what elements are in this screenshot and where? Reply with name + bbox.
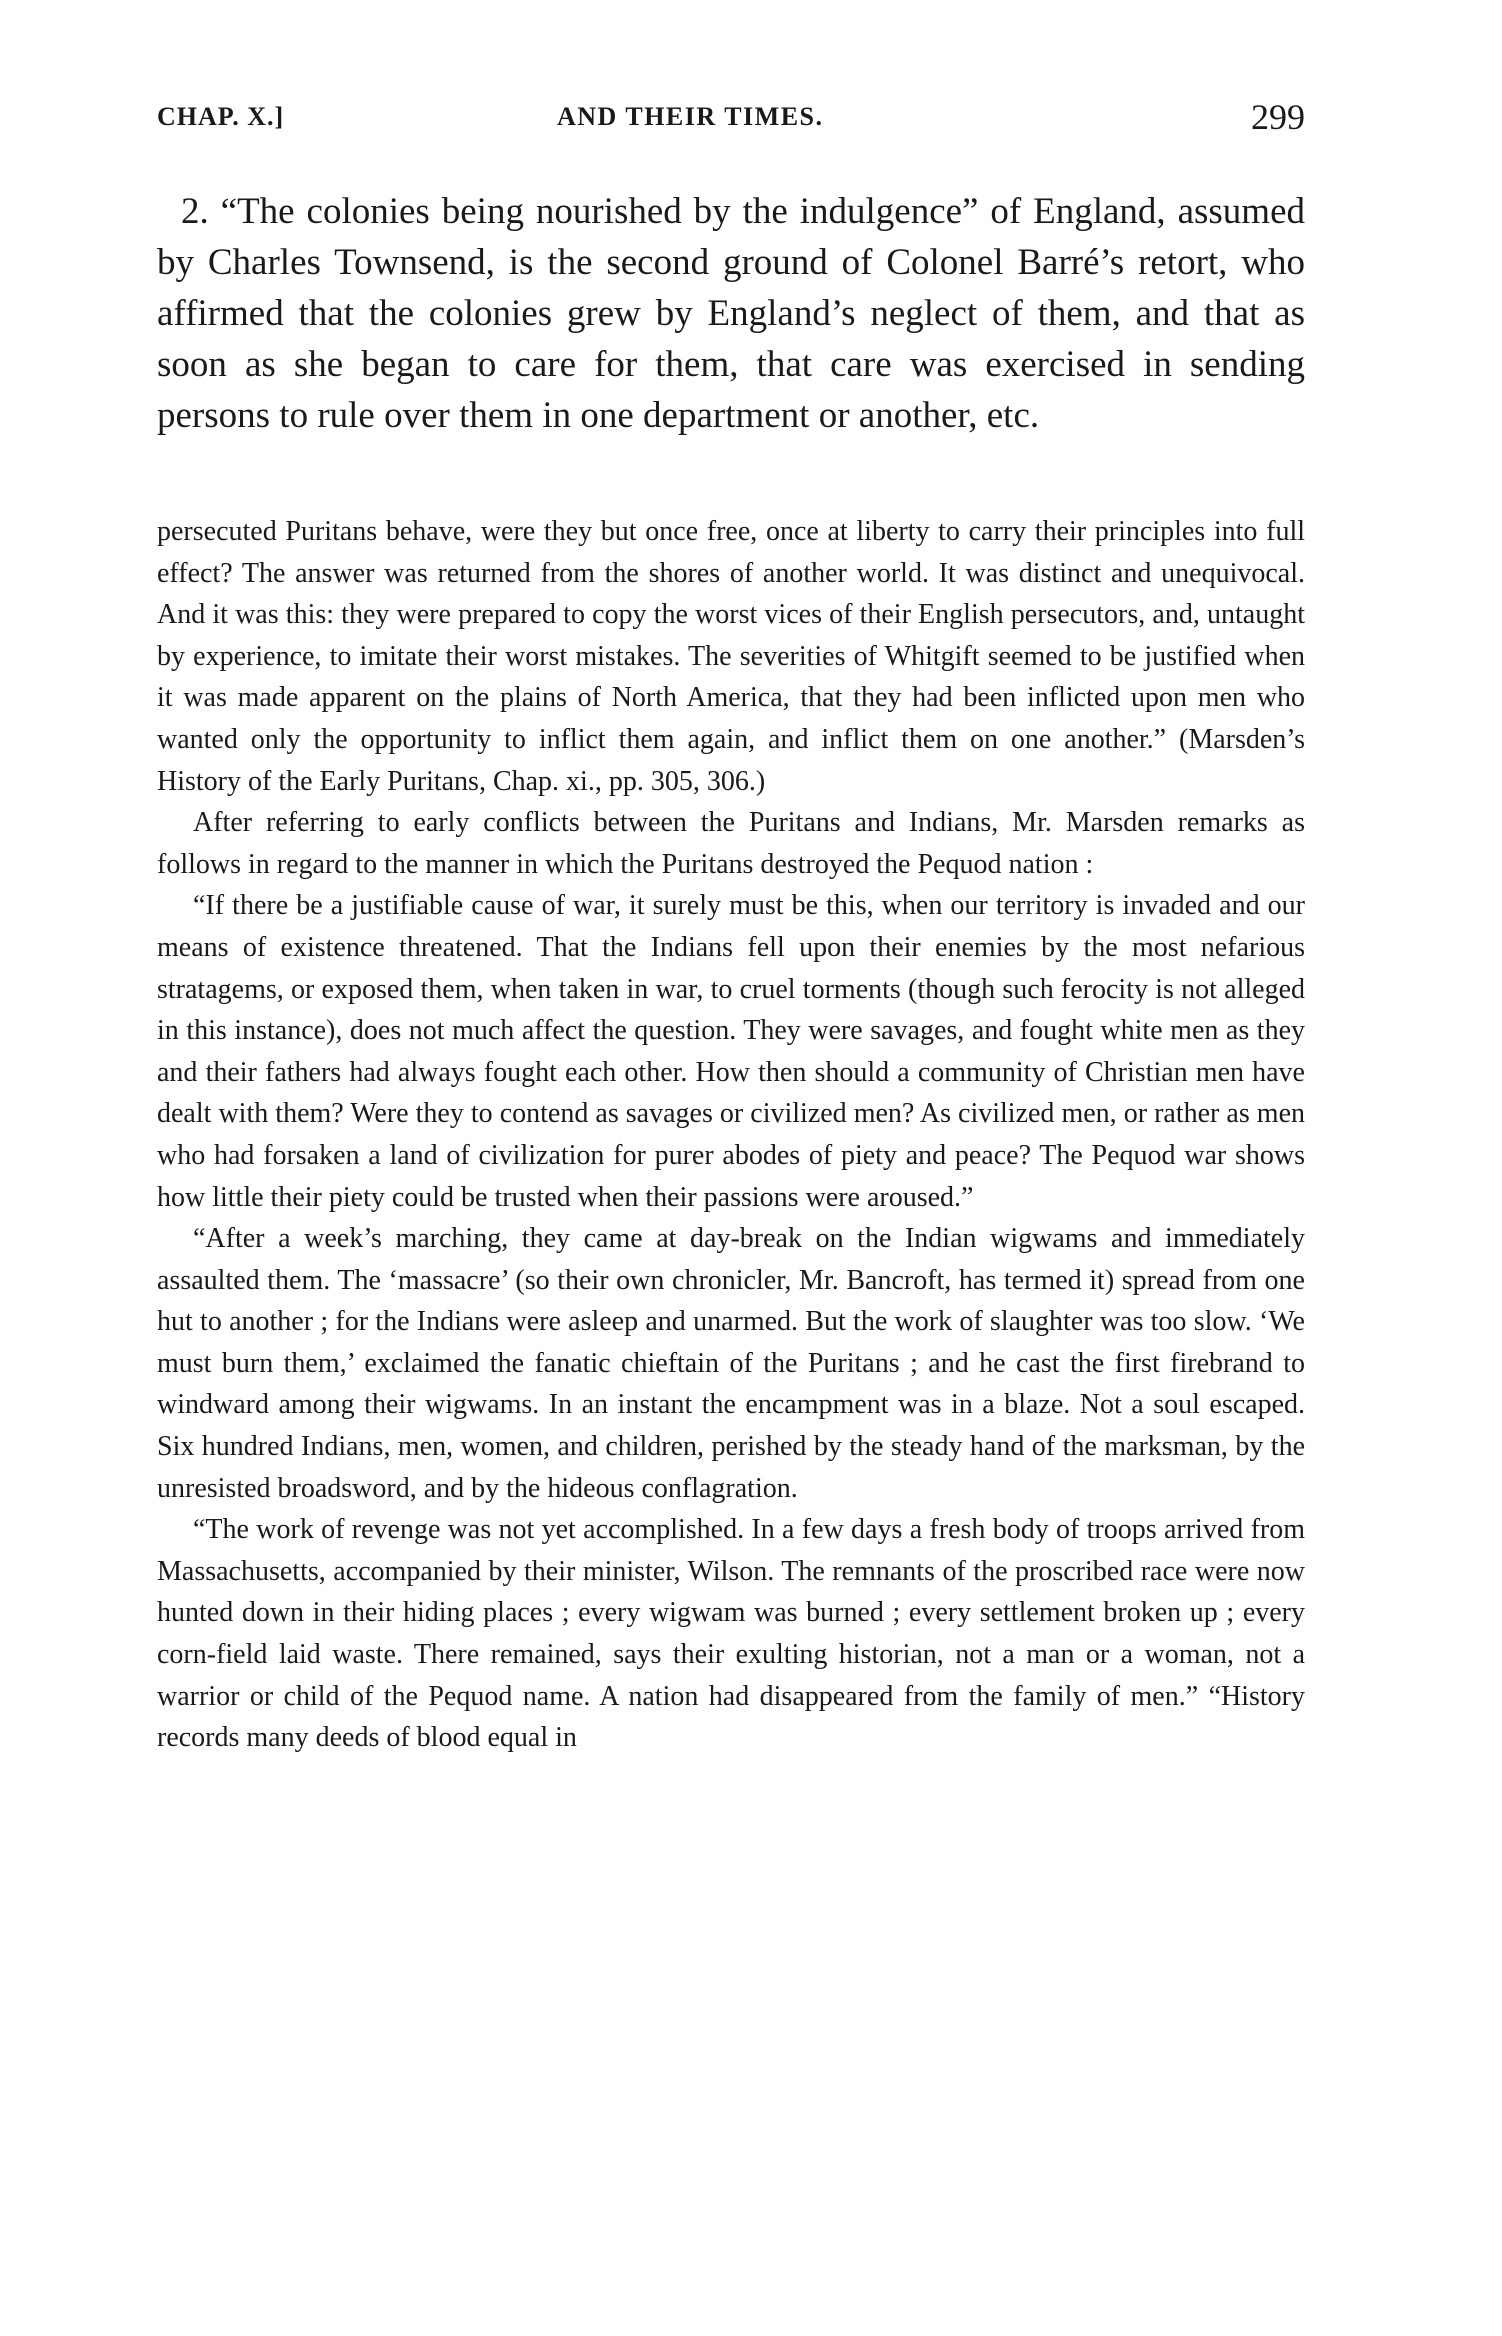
body-text	[157, 511, 1305, 1759]
book-page	[157, 96, 1305, 1759]
chapter-label: CHAP. X.]	[157, 102, 285, 131]
lead-note	[157, 186, 1305, 441]
body-paragraph-1: persecuted Puritans behave, were they but once free, once at liberty to carry their principles into full effect? The answer was returned from the shores of another world. It was distinct and unequivocal. And it was this: they were prepared to copy the worst vices of their English persecutors, and, untaught by experience, to imitate their worst mistakes. The severities of Whitgift seemed to be justified when it was made apparent on the plains of North America, that they had been inflicted upon men who wanted only the opportunity to inflict them again, and inflict them on one another.” (Marsden’s History of the Early Puritans, Chap. xi., pp. 305, 306.)	[157, 516, 1305, 797]
body-paragraph-5: “The work of revenge was not yet accomplished. In a few days a fresh body of troops arrived from Massachusetts, accompanied by their minister, Wilson. The remnants of the proscribed race were now hunted down in their hiding places ; every wigwam was burned ; every settlement broken up ; every corn-field laid waste. There remained, says their exulting historian, not a man or a woman, not a warrior or child of the Pequod name. A nation had disappeared from the family of men.” “History records many deeds of blood equal in	[157, 1514, 1305, 1754]
running-title: AND THEIR TIMES.	[557, 102, 824, 131]
running-header	[157, 96, 1305, 146]
lead-paragraph: 2. “The colonies being nourished by the indulgence” of England, assumed by Charles Townsend, is the second ground of Colonel Barré’s retort, who affirmed that the colonies grew by England’s neglect of them, and that as soon as she began to care for them, that care was exercised in sending persons to rule over them in one department or another, etc.	[157, 191, 1305, 436]
body-paragraph-4: “After a week’s marching, they came at day-break on the Indian wigwams and immediately assaulted them. The ‘massacre’ (so their own chronicler, Mr. Bancroft, has termed it) spread from one hut to another ; for the Indians were asleep and unarmed. But the work of slaughter was too slow. ‘We must burn them,’ exclaimed the fanatic chieftain of the Puritans ; and he cast the first firebrand to windward among their wigwams. In an instant the encampment was in a blaze. Not a soul escaped. Six hundred Indians, men, women, and children, perished by the steady hand of the marksman, by the unresisted broadsword, and by the hideous conflagration.	[157, 1223, 1305, 1504]
page-number: 299	[1251, 97, 1305, 137]
body-paragraph-3: “If there be a justifiable cause of war, it surely must be this, when our territory is invaded and our means of existence threatened. That the Indians fell upon their enemies by the most nefarious stratagems, or exposed them, when taken in war, to cruel torments (though such ferocity is not alleged in this instance), does not much affect the question. They were savages, and fought white men as they and their fathers had always fought each other. How then should a community of Christian men have dealt with them? Were they to contend as savages or civilized men? As civilized men, or rather as men who had forsaken a land of civilization for purer abodes of piety and peace? The Pequod war shows how little their piety could be trusted when their passions were aroused.”	[157, 890, 1305, 1213]
body-paragraph-2: After referring to early conflicts between the Puritans and Indians, Mr. Marsden remarks as follows in regard to the manner in which the Puritans destroyed the Pequod nation :	[157, 807, 1305, 880]
